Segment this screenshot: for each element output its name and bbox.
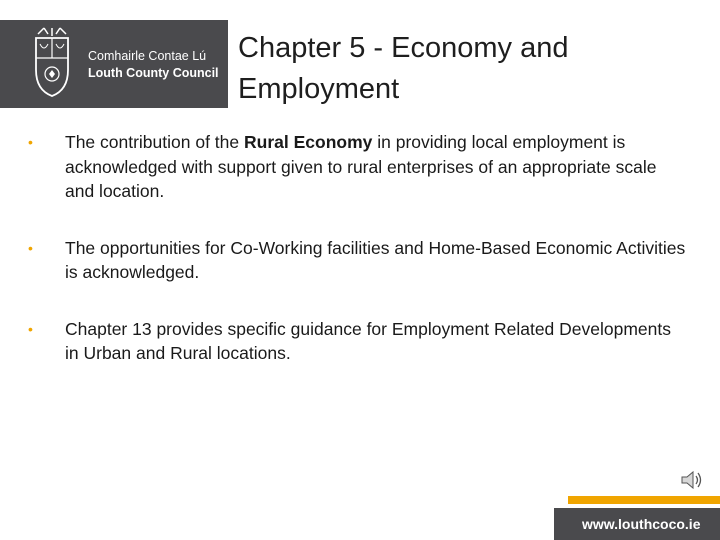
county-crest-icon [30, 26, 74, 100]
bullet-text-rest: in providing local employment is acknowledged with support given to rural enterprises of an appropriate scale and location. [65, 132, 657, 201]
logo-panel [0, 20, 228, 108]
bullet-text: The contribution of the [65, 132, 244, 152]
bullet-icon: • [28, 134, 33, 150]
bullet-icon: • [28, 239, 33, 256]
council-name [88, 48, 219, 82]
bullet-list [28, 130, 688, 398]
bullet-text: The opportunities for Co-Working facilities and Home-Based Economic Activities is acknowledged. [65, 237, 686, 282]
bullet-item [28, 130, 688, 204]
bullet-item [28, 317, 688, 366]
slide-title: Chapter 5 - Economy and Employment [238, 32, 569, 105]
website-link[interactable]: www.louthcoco.ie [582, 516, 701, 532]
speaker-icon[interactable] [680, 470, 704, 490]
bullet-emphasis: Rural Economy [244, 132, 373, 152]
bullet-item [28, 236, 688, 285]
council-name-irish: Comhairle Contae Lú [88, 49, 207, 63]
bullet-text: Chapter 13 provides specific guidance for Employment Related Developments in Urban and Rural locations. [65, 318, 672, 363]
footer-accent-bar [568, 496, 720, 504]
footer-panel [554, 508, 720, 540]
bullet-icon: • [28, 320, 33, 337]
council-name-english: Louth County Council [88, 66, 219, 80]
